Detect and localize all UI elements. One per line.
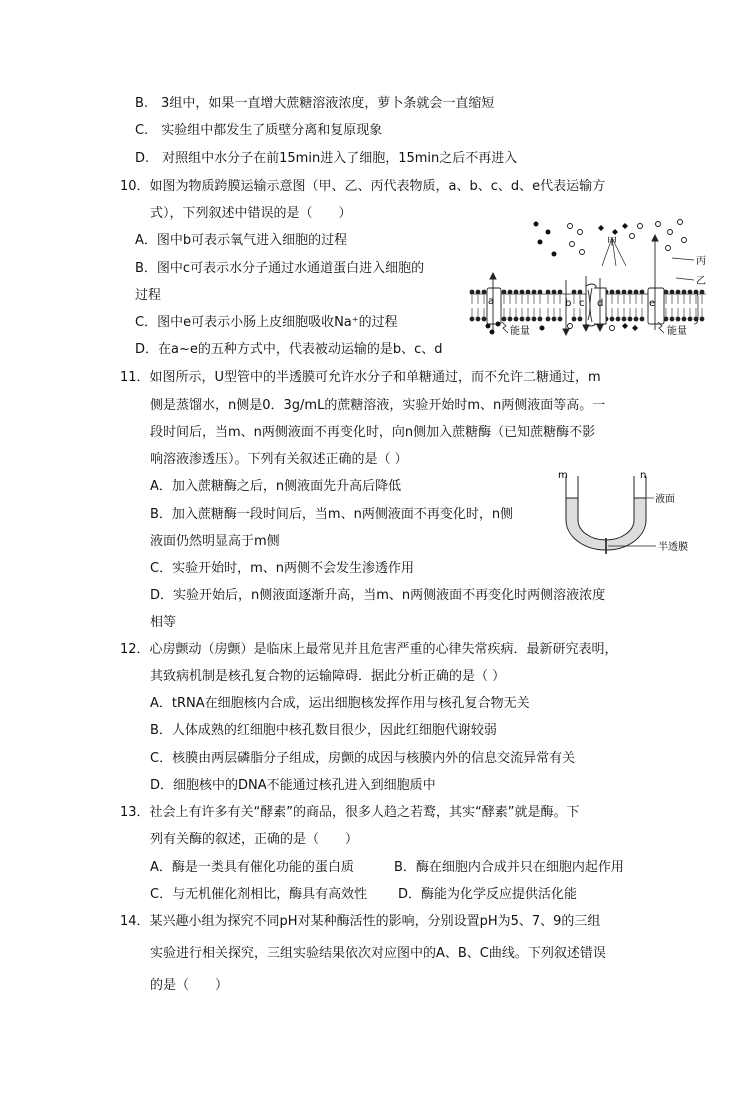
q9-option-c: C. 实验组中都发生了质壁分离和复原现象 (135, 123, 383, 138)
q14-stem-line1: 14．某兴趣小组为探究不同pH对某种酶活性的影响，分别设置pH为5、7、9的三组 (120, 914, 601, 929)
label-d: d (597, 298, 604, 309)
q10-option-c: C．图中e可表示小肠上皮细胞吸收Na⁺的过程 (135, 315, 398, 330)
q13-stem-line1: 13．社会上有许多有关“酵素”的商品，很多人趋之若鹜，其实“酵素”就是酶。下 (120, 805, 580, 820)
q12-option-d: D．细胞核中的DNA不能通过核孔进入到细胞质中 (150, 778, 436, 793)
q12-option-c: C．核膜由两层磷脂分子组成，房颤的成因与核膜内外的信息交流异常有关 (150, 751, 576, 766)
label-bing: 丙 (696, 256, 706, 267)
q10-stem-line1: 10．如图为物质跨膜运输示意图（甲、乙、丙代表物质，a、b、c、d、e代表运输方 (120, 179, 606, 194)
q12-stem-line1: 12．心房颤动（房颤）是临床上最常见并且危害严重的心律失常疾病．最新研究表明， (120, 642, 618, 657)
q11-option-d-line1: D．实验开始后，n侧液面逐渐升高，当m、n两侧液面不再变化时两侧溶液浓度 (150, 588, 606, 603)
membrane-transport-figure (462, 218, 712, 336)
q14-stem-line3: 的是（ ） (150, 978, 229, 993)
label-b: b (565, 298, 572, 309)
label-m: m (558, 470, 568, 481)
q10-option-a: A．图中b可表示氧气进入细胞的过程 (135, 233, 348, 248)
q13-stem-line2: 列有关酶的叙述，正确的是（ ） (150, 832, 359, 847)
q12-option-b: B．人体成熟的红细胞中核孔数目很少，因此红细胞代谢较弱 (150, 723, 497, 738)
q13-option-d: D．酶能为化学反应提供活化能 (398, 887, 578, 902)
q11-option-b-line1: B．加入蔗糖酶一段时间后，当m、n两侧液面不再变化时，n侧 (150, 507, 514, 522)
q11-option-c: C．实验开始时，m、n两侧不会发生渗透作用 (150, 561, 414, 576)
q11-stem-line4: 响溶液渗透压）。下列有关叙述正确的是（ ） (150, 452, 408, 467)
q11-stem-line2: 侧是蒸馏水，n侧是0．3g/mL的蔗糖溶液，实验开始时m、n两侧液面等高。一 (150, 398, 606, 413)
label-energy-2: 能量 (667, 326, 687, 336)
q13-option-b: B．酶在细胞内合成并只在细胞内起作用 (394, 860, 624, 875)
label-n: n (640, 470, 647, 481)
q10-option-b-line2: 过程 (135, 288, 162, 303)
label-yi: 乙 (696, 276, 706, 287)
label-jia: 甲 (607, 237, 617, 248)
q11-stem-line1: 11．如图所示，U型管中的半透膜可允许水分子和单糖通过，而不允许二糖通过，m (120, 370, 601, 385)
u-tube-figure (552, 468, 702, 556)
q14-stem-line2: 实验进行相关探究，三组实验结果依次对应图中的A、B、C曲线。下列叙述错误 (150, 946, 606, 961)
label-c: c (579, 298, 585, 309)
q10-stem-line2: 式），下列叙述中错误的是（ ） (150, 206, 352, 221)
q10-option-d: D．在a~e的五种方式中，代表被动运输的是b、c、d (135, 342, 443, 357)
label-semipermeable-membrane: 半透膜 (658, 542, 688, 553)
q11-option-d-line2: 相等 (150, 615, 177, 630)
q13-option-c: C．与无机催化剂相比，酶具有高效性 (150, 887, 368, 902)
q11-option-a: A．加入蔗糖酶之后，n侧液面先升高后降低 (150, 479, 402, 494)
q11-option-b-line2: 液面仍然明显高于m侧 (150, 534, 280, 549)
q9-option-d: D. 对照组中水分子在前15min进入了细胞，15min之后不再进入 (135, 151, 518, 166)
q9-option-b: B. 3组中，如果一直增大蔗糖溶液浓度，萝卜条就会一直缩短 (135, 96, 495, 111)
label-a: a (488, 296, 495, 307)
label-energy-1: 能量 (510, 326, 530, 336)
q13-option-a: A．酶是一类具有催化功能的蛋白质 (150, 860, 354, 875)
q11-stem-line3: 段时间后，当m、n两侧液面不再变化时，向n侧加入蔗糖酶（已知蔗糖酶不影 (150, 425, 596, 440)
label-e: e (649, 298, 656, 309)
label-liquid-surface: 液面 (655, 494, 675, 505)
q12-option-a: A．tRNA在细胞核内合成，运出细胞核发挥作用与核孔复合物无关 (150, 696, 530, 711)
q10-option-b-line1: B．图中c可表示水分子通过水通道蛋白进入细胞的 (135, 261, 425, 276)
q12-stem-line2: 其致病机制是核孔复合物的运输障碍．据此分析正确的是（ ） (150, 669, 506, 684)
